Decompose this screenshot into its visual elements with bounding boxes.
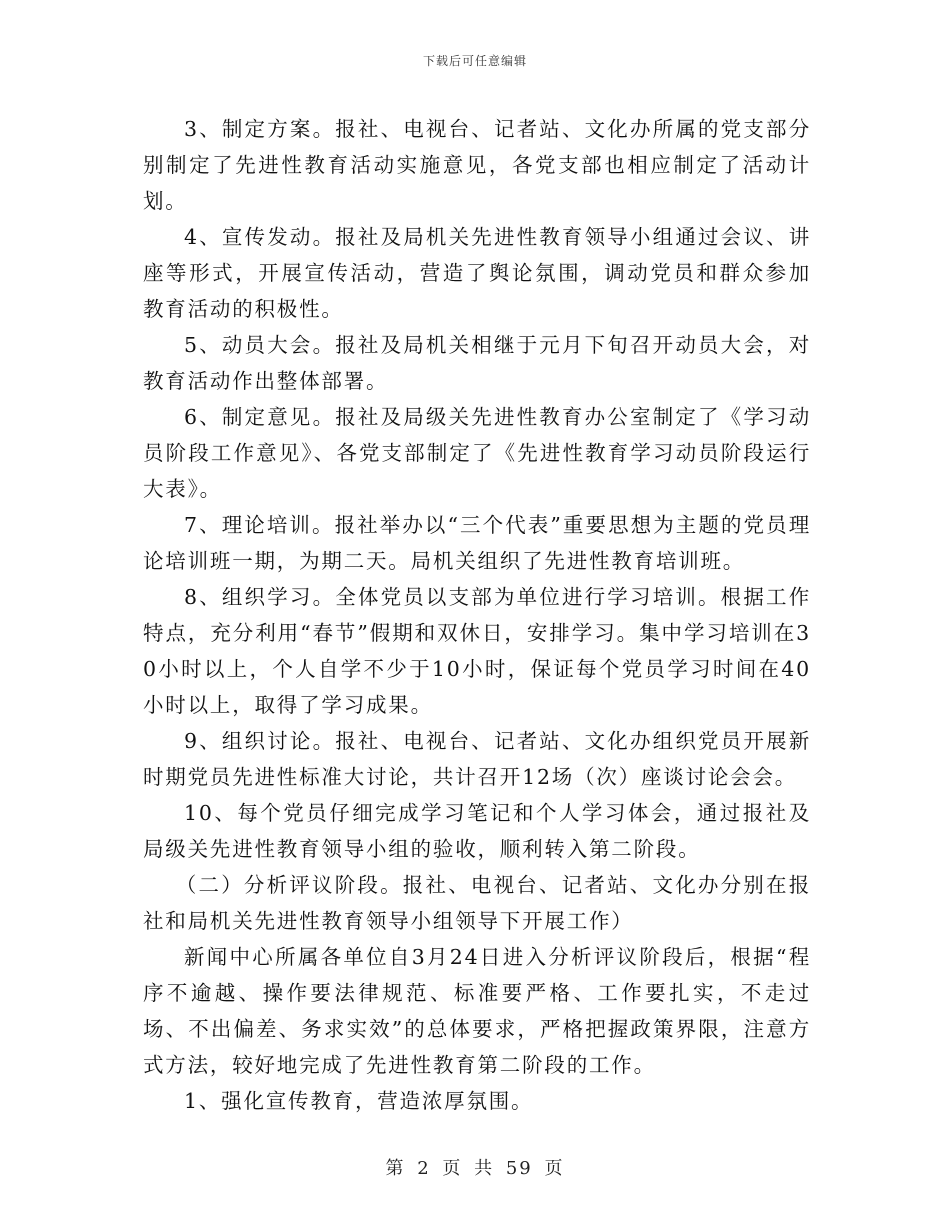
paragraph-item-5-mobilization: 5、动员大会。报社及局机关相继于元月下旬召开动员大会，对教育活动作出整体部署。 [143, 333, 811, 393]
paragraph-item-3-plan: 3、制定方案。报社、电视台、记者站、文化办所属的党支部分别制定了先进性教育活动实施意见，各党支部也相应制定了活动计划。 [143, 117, 811, 213]
paragraph-item-7-training: 7、理论培训。报社举办以“三个代表”重要思想为主题的党员理论培训班一期，为期二天。局机关组织了先进性教育培训班。 [143, 513, 811, 573]
paragraph-item-1-publicity: 1、强化宣传教育，营造浓厚氛围。 [184, 1089, 534, 1113]
paragraph-item-10-notes: 10、每个党员仔细完成学习笔记和个人学习体会，通过报社及局级关先进性教育领导小组的验收，顺利转入第二阶段。 [143, 801, 811, 861]
section-heading-analysis-stage: （二）分析评议阶段。报社、电视台、记者站、文化办分别在报社和局机关先进性教育领导小组领导下开展工作） [143, 873, 811, 933]
paragraph-item-9-discussion: 9、组织讨论。报社、电视台、记者站、文化办组织党员开展新时期党员先进性标准大讨论，共计召开12场（次）座谈讨论会会。 [143, 729, 811, 789]
paragraph-item-4-publicity: 4、宣传发动。报社及局机关先进性教育领导小组通过会议、讲座等形式，开展宣传活动，营造了舆论氛围，调动党员和群众参加教育活动的积极性。 [143, 225, 811, 321]
page-header: 下载后可任意编辑 [422, 54, 527, 68]
document-body [143, 111, 811, 1119]
page-number-footer: 第 2 页 共 59 页 [385, 1158, 565, 1179]
paragraph-item-6-opinions: 6、制定意见。报社及局级关先进性教育办公室制定了《学习动员阶段工作意见》、各党支部制定了《先进性教育学习动员阶段运行大表》。 [143, 405, 811, 501]
paragraph-item-8-study: 8、组织学习。全体党员以支部为单位进行学习培训。根据工作特点，充分利用“春节”假期和双休日，安排学习。集中学习培训在30小时以上，个人自学不少于10小时，保证每个党员学习时间在40小时以上，取得了学习成果。 [143, 585, 811, 717]
paragraph-analysis-summary: 新闻中心所属各单位自3月24日进入分析评议阶段后，根据“程序不逾越、操作要法律规范、标准要严格、工作要扎实，不走过场、不出偏差、务求实效”的总体要求，严格把握政策界限，注意方式方法，较好地完成了先进性教育第二阶段的工作。 [143, 945, 811, 1077]
